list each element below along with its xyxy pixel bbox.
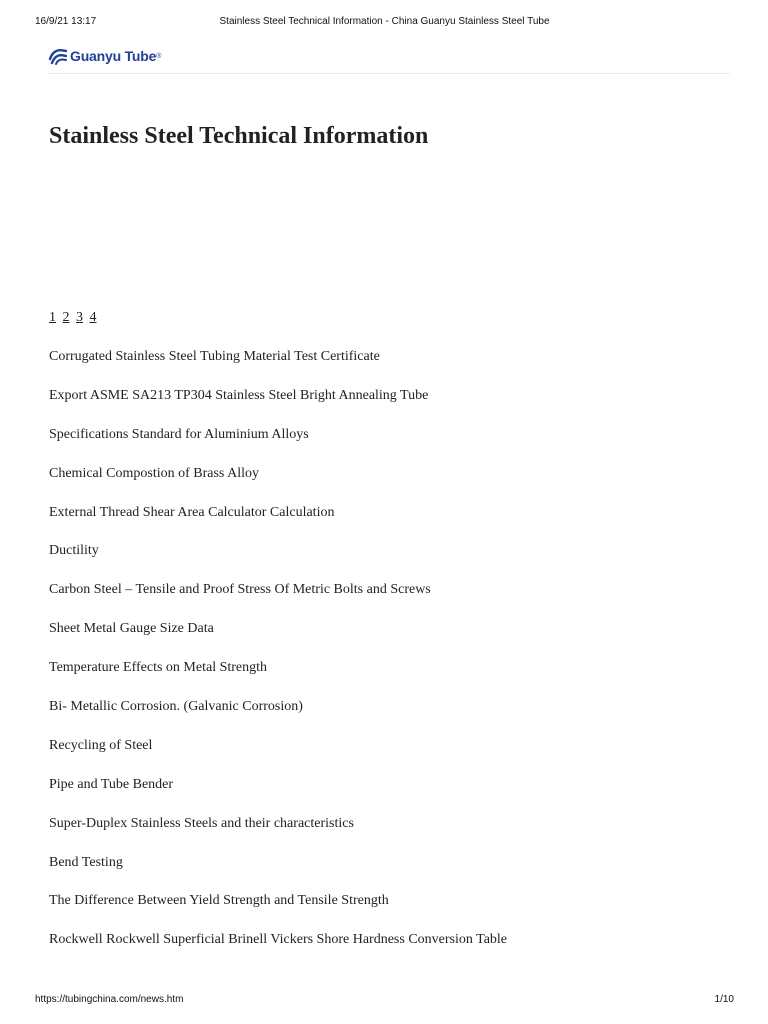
article-link[interactable]: Super-Duplex Stainless Steels and their characteristics <box>49 815 354 831</box>
print-header <box>35 16 734 30</box>
list-item <box>49 534 507 573</box>
article-link[interactable]: Rockwell Rockwell Superficial Brinell Vickers Shore Hardness Conversion Table <box>49 932 508 948</box>
list-item <box>49 884 507 923</box>
article-list <box>49 340 507 962</box>
guanyu-tube-logo-icon <box>48 47 68 65</box>
logo-text: Guanyu Tube <box>70 48 157 64</box>
article-link[interactable]: Bend Testing <box>49 854 123 870</box>
list-item <box>49 846 507 885</box>
print-url: https://tubingchina.com/news.htm <box>35 994 184 1005</box>
list-item <box>49 340 507 379</box>
print-datetime: 16/9/21 13:17 <box>35 16 97 27</box>
list-item <box>49 729 507 768</box>
article-link[interactable]: Temperature Effects on Metal Strength <box>49 660 268 676</box>
list-item <box>49 496 507 535</box>
list-item <box>49 418 507 457</box>
print-page-count: 1/10 <box>714 994 734 1005</box>
page-link-3[interactable]: 3 <box>76 310 83 325</box>
article-link[interactable]: Recycling of Steel <box>49 737 153 753</box>
article-link[interactable]: External Thread Shear Area Calculator Calculation <box>49 504 335 520</box>
pagination <box>49 310 100 326</box>
page-link-2[interactable]: 2 <box>62 310 70 325</box>
list-item <box>49 807 507 846</box>
article-link[interactable]: Specifications Standard for Aluminium Alloys <box>49 426 309 442</box>
article-link[interactable]: Carbon Steel – Tensile and Proof Stress Of Metric Bolts and Screws <box>49 582 431 598</box>
print-document-title: Stainless Steel Technical Information - China Guanyu Stainless Steel Tube <box>219 16 550 27</box>
page-title: Stainless Steel Technical Information <box>49 123 429 149</box>
article-link[interactable]: The Difference Between Yield Strength and Tensile Strength <box>49 893 389 909</box>
list-item <box>49 612 507 651</box>
article-link[interactable]: Pipe and Tube Bender <box>49 776 174 792</box>
list-item <box>49 768 507 807</box>
page-link-4[interactable]: 4 <box>89 310 97 325</box>
article-link[interactable]: Sheet Metal Gauge Size Data <box>49 621 214 637</box>
article-link[interactable]: Ductility <box>49 543 99 559</box>
article-link[interactable]: Chemical Compostion of Brass Alloy <box>49 465 259 481</box>
list-item <box>49 573 507 612</box>
page-link-1[interactable]: 1 <box>49 310 56 325</box>
site-header <box>48 40 730 74</box>
article-link[interactable]: Corrugated Stainless Steel Tubing Material Test Certificate <box>49 349 380 364</box>
logo-registered-mark: ® <box>156 52 162 60</box>
article-link[interactable]: Bi- Metallic Corrosion. (Galvanic Corrosion) <box>49 699 303 715</box>
site-logo[interactable] <box>48 44 161 68</box>
list-item <box>49 651 507 690</box>
list-item <box>49 379 507 418</box>
list-item <box>49 923 507 962</box>
article-link[interactable]: Export ASME SA213 TP304 Stainless Steel Bright Annealing Tube <box>49 387 429 403</box>
list-item <box>49 457 507 496</box>
list-item <box>49 690 507 729</box>
print-footer <box>35 994 734 1008</box>
